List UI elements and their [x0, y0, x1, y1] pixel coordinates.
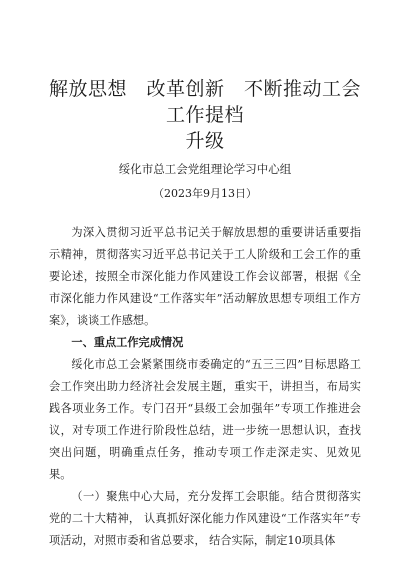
document-title — [49, 76, 361, 154]
document-body — [49, 222, 361, 552]
organization-name: 绥化市总工会党组理论学习中心组 — [118, 162, 292, 176]
document-title-line-1: 解放思想 改革创新 不断推动工会工作提档 — [49, 78, 362, 126]
section-heading: 一、重点工作完成情况 — [71, 336, 184, 349]
intro-paragraph: 为深入贯彻习近平总书记关于解放思想的重要讲话重要指示精神，贯彻落实习近平总书记关于工人阶级和工会工作的重要论述，按照全市深化能力作风建设工作会议部署，根据《全市深化能力作风建设“工作落实年”活动解放思想专项组工作方案》，谈谈工作感想。 — [49, 226, 361, 327]
document-title-line-2: 升级 — [185, 130, 225, 152]
document-date: （2023年9月13日） — [153, 187, 257, 200]
body-paragraph: 绥化市总工会紧紧围绕市委确定的“五三三四”目标思路工会工作突出助力经济社会发展主题，重实干，讲担当，布局实践各项业务工作。专门召开“县级工会加强年”专项工作推进会议，对专项工作进行阶段性总结，进一步统一思想认识，查找突出问题，明确重点任务，推动专项工作走深走实、见效见果。 — [49, 358, 361, 481]
body-paragraph: （一）聚焦中心大局，充分发挥工会职能。结合贯彻落实党的二十大精神， 认真抓好深化能力作风建设“工作落实年”专项活动，对照市委和省总要求， 结合实际，制定10项具体 — [49, 490, 361, 547]
